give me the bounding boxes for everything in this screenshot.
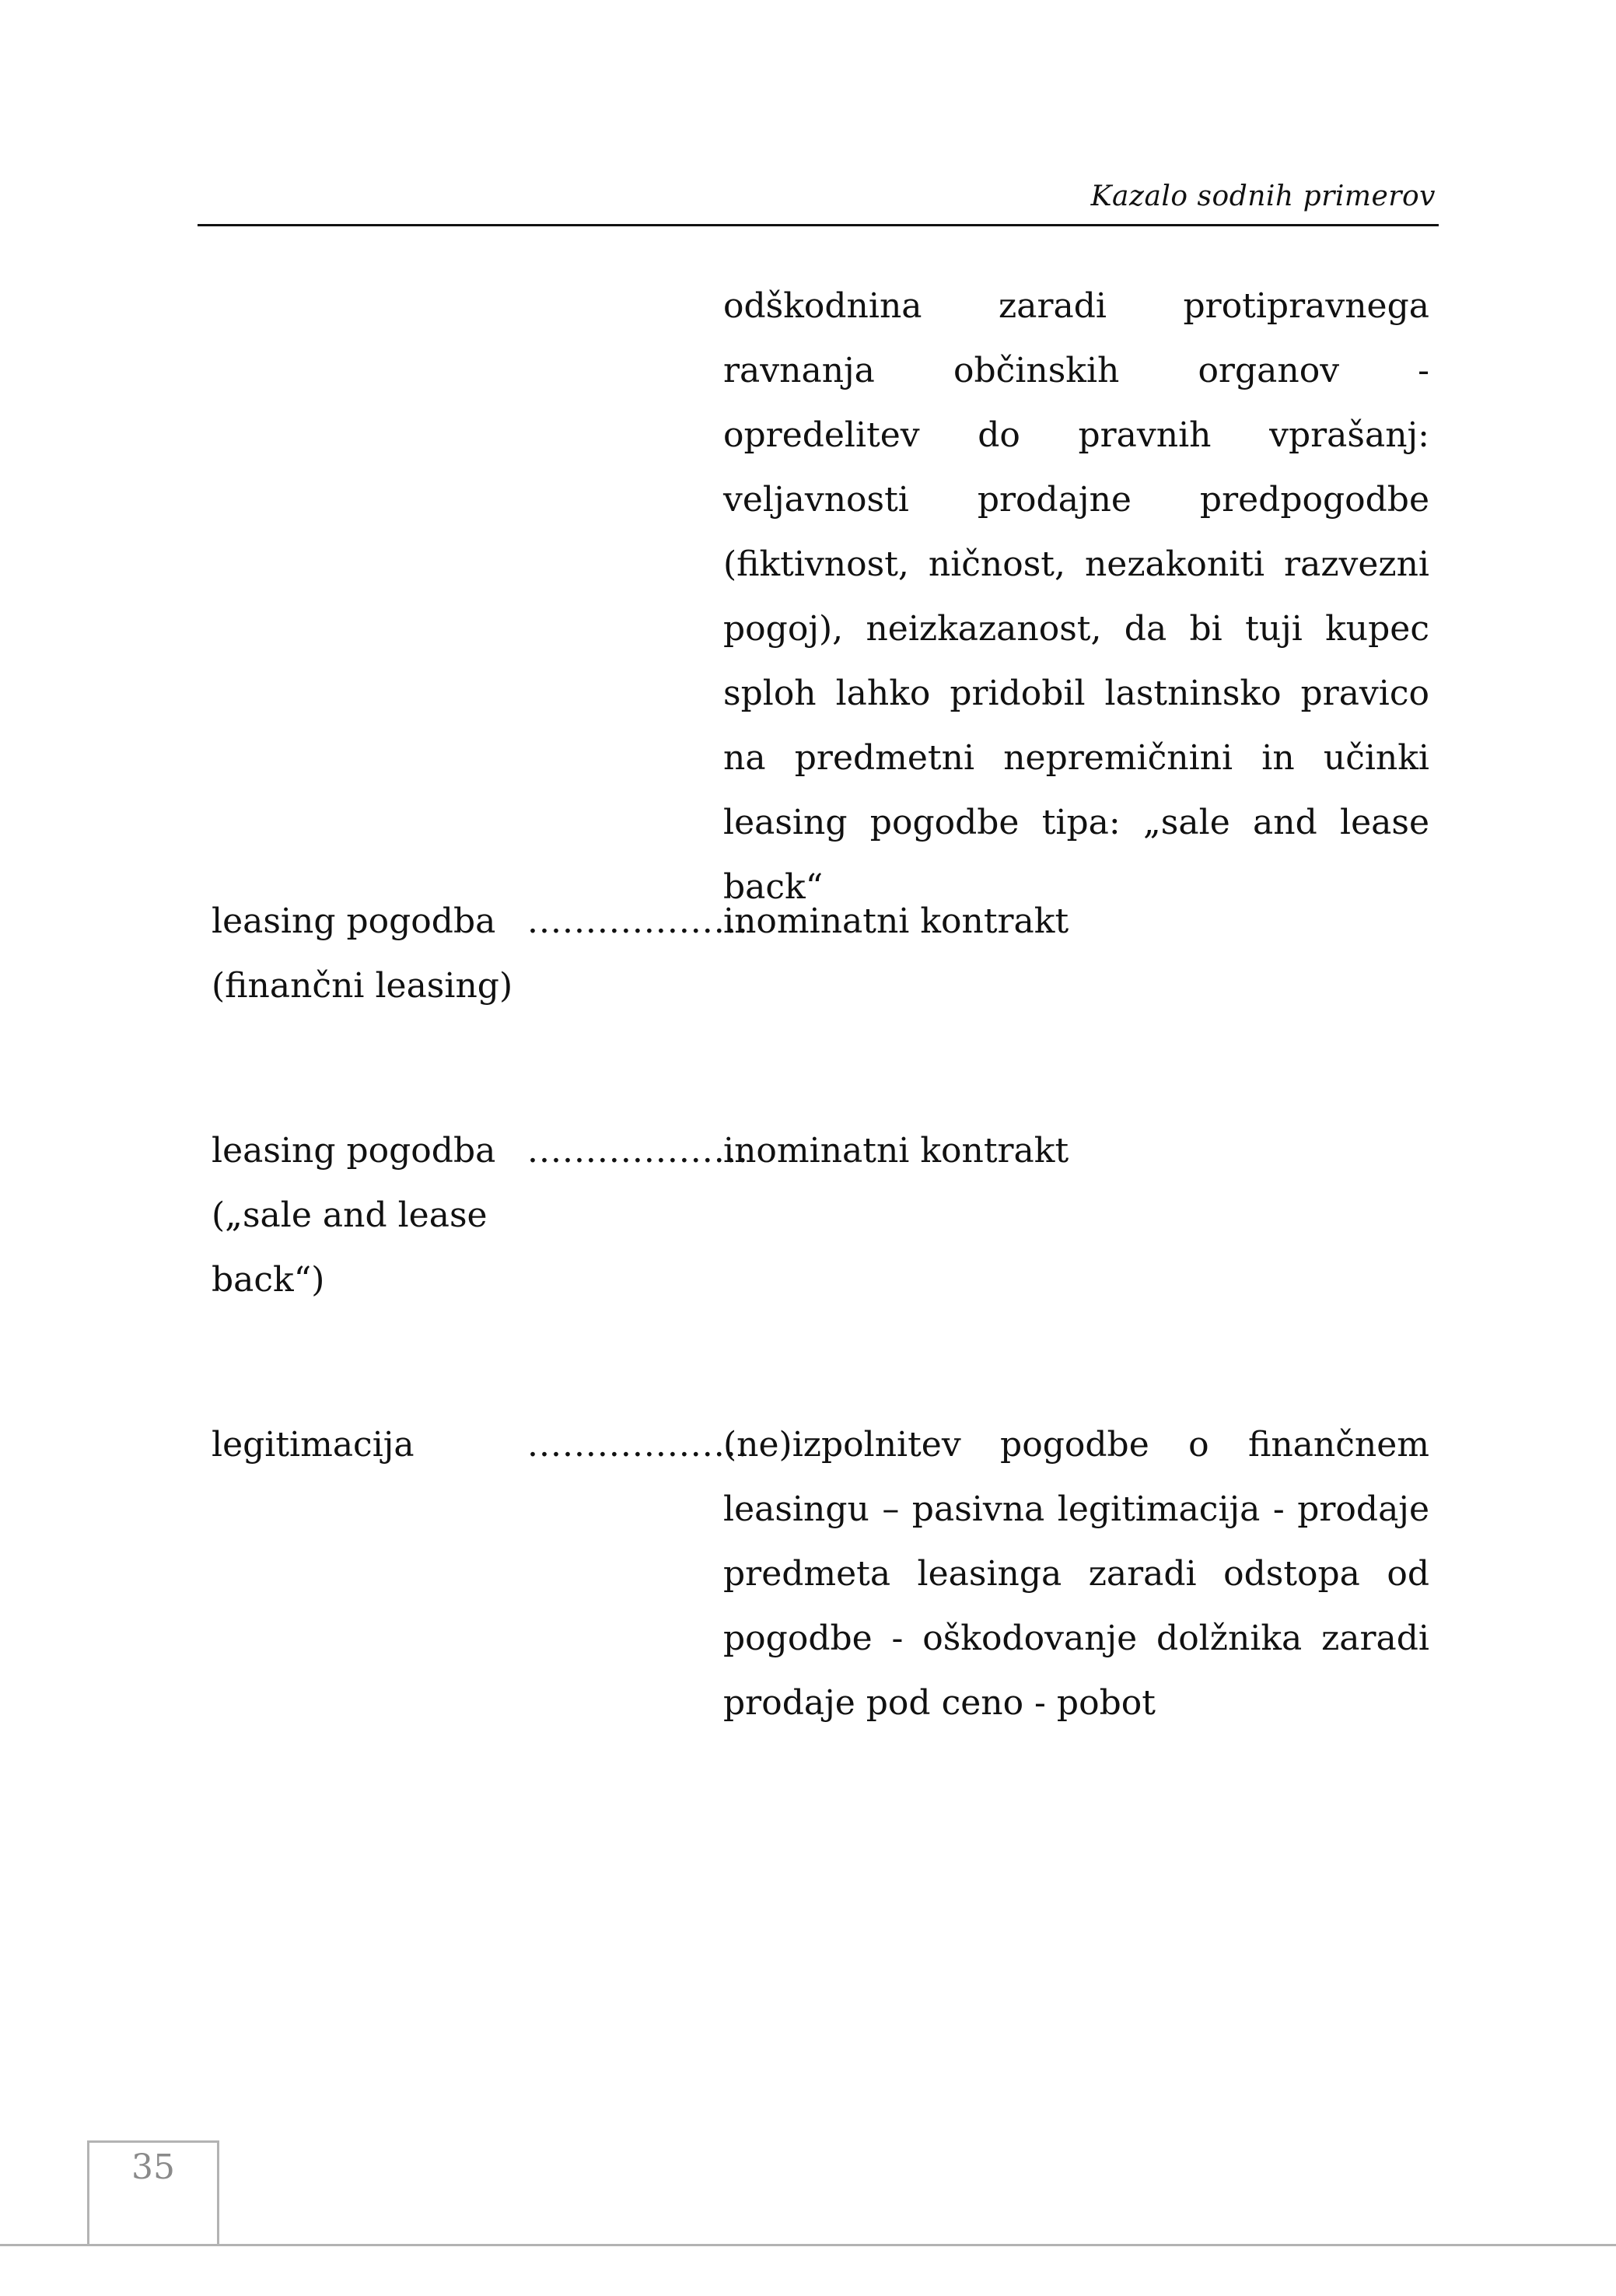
entry-leader-dots: ................... <box>527 1131 749 1171</box>
footer-rule <box>0 2244 1616 2246</box>
entry-leader-dots: ................... <box>527 1425 749 1465</box>
entry-description: inominatni kontrakt <box>723 1131 1069 1171</box>
entry-term: leasing pogodba (finančni leasing) <box>212 901 513 1006</box>
entry-description: (ne)izpolnitev pogodbe o finančnem leasingu – pasivna legitimacija - prodaje predmeta leasinga zaradi odstopa od pogodbe - oškodovanje dolžnika zaradi prodaje pod ceno - pobot <box>723 1425 1429 1723</box>
header-rule <box>198 224 1439 226</box>
entry-description: odškodnina zaradi protipravnega ravnanja občinskih organov - opredelitev do pravnih vprašanj: veljavnosti prodajne predpogodbe (fiktivnost, ničnost, nezakoniti razvezni pogoj), neizkazanost, da bi tuji kupec sploh lahko pridobil lastninsko pravico na predmetni nepremičnini in učinki leasing pogodbe tipa: „sale and lease back“ <box>723 286 1429 907</box>
entry-description: inominatni kontrakt <box>723 901 1069 941</box>
entry-leader-dots: ................... <box>527 901 749 941</box>
header-title: Kazalo sodnih primerov <box>1090 180 1436 212</box>
entry-term: legitimacija <box>212 1425 414 1465</box>
page-number: 35 <box>131 2147 175 2187</box>
entry-term: leasing pogodba („sale and lease back“) <box>212 1131 496 1300</box>
